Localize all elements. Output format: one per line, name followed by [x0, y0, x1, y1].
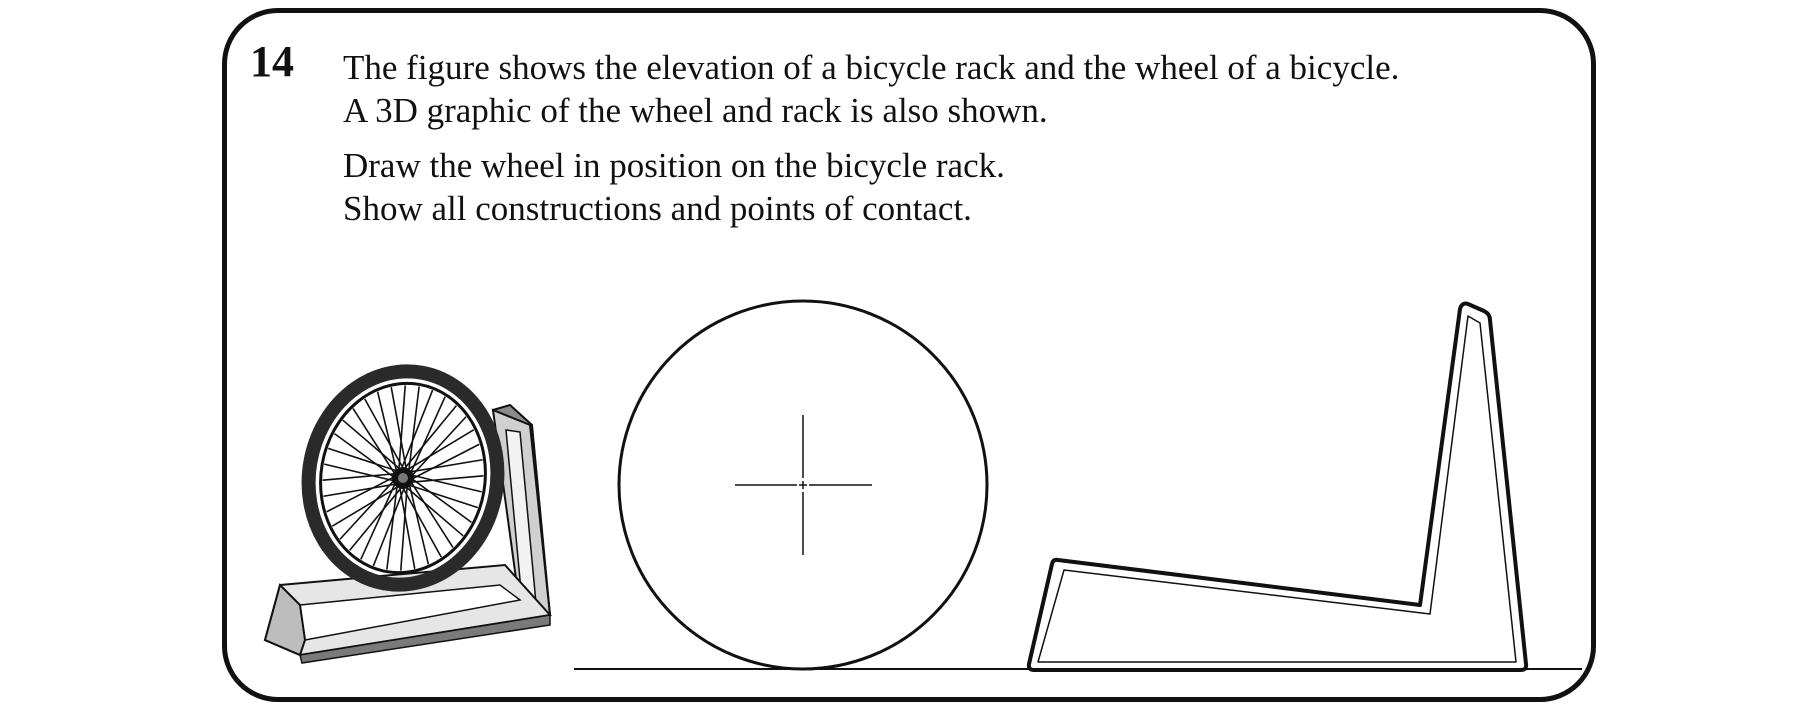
- question-text-line-2: A 3D graphic of the wheel and rack is also shown.: [343, 91, 1048, 130]
- question-number: 14: [250, 37, 294, 86]
- wheel-elevation: [619, 301, 987, 669]
- question-text-line-1: The figure shows the elevation of a bicycle rack and the wheel of a bicycle.: [343, 48, 1400, 87]
- instruction-line-1: Draw the wheel in position on the bicycle rack.: [343, 146, 1005, 185]
- graphic-3d-wheel-rack: [265, 356, 550, 663]
- wheel-3d: [292, 356, 514, 599]
- rack-elevation: [1029, 304, 1526, 670]
- instruction-line-2: Show all constructions and points of contact.: [343, 189, 972, 228]
